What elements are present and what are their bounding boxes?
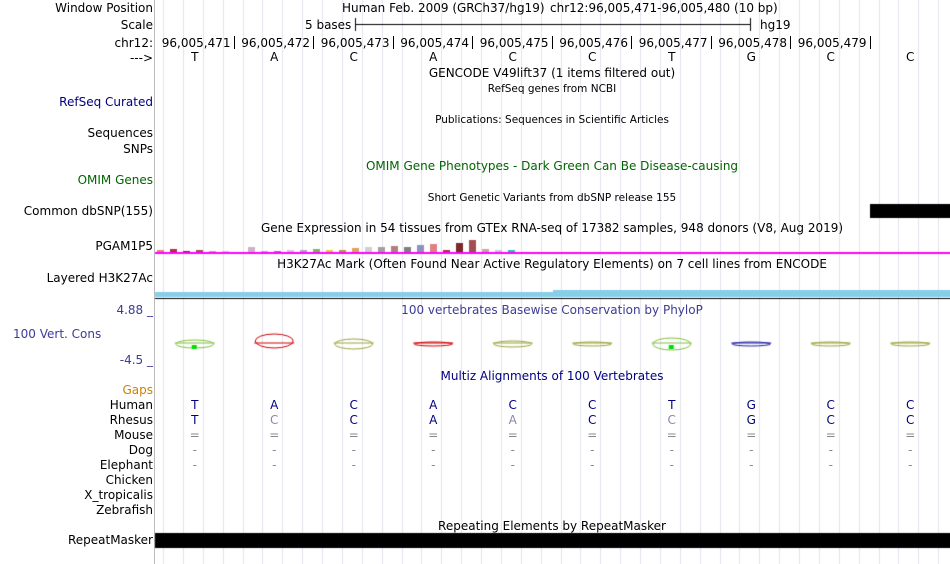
alignment-base: - bbox=[192, 443, 197, 457]
alignment-base: - bbox=[351, 443, 356, 457]
alignment-base: A bbox=[429, 398, 438, 412]
alignment-base: C bbox=[349, 398, 358, 412]
alignment-base: = bbox=[269, 428, 280, 442]
alignment-base: C bbox=[588, 413, 597, 427]
alignment-base: A bbox=[270, 398, 279, 412]
alignment-base: C bbox=[667, 413, 676, 427]
alignment-base: G bbox=[746, 413, 756, 427]
alignment-base: - bbox=[828, 443, 833, 457]
alignment-base: - bbox=[431, 443, 436, 457]
alignment-base: - bbox=[669, 458, 674, 472]
alignment-base: = bbox=[587, 428, 598, 442]
alignment-base: C bbox=[588, 398, 597, 412]
alignment-base: C bbox=[508, 398, 517, 412]
alignment-base: - bbox=[351, 458, 356, 472]
alignment-base: = bbox=[746, 428, 757, 442]
alignment-base: - bbox=[590, 443, 595, 457]
alignment-base: A bbox=[429, 413, 438, 427]
alignment-base: C bbox=[826, 398, 835, 412]
alignment-base: = bbox=[905, 428, 916, 442]
alignment-base: - bbox=[828, 458, 833, 472]
alignment-base: - bbox=[431, 458, 436, 472]
alignment-base: = bbox=[825, 428, 836, 442]
alignment-base: C bbox=[826, 413, 835, 427]
alignment-base: C bbox=[270, 413, 279, 427]
alignment-base: - bbox=[510, 443, 515, 457]
alignment-base: C bbox=[906, 413, 915, 427]
alignment-base: C bbox=[349, 413, 358, 427]
alignment-base: = bbox=[189, 428, 200, 442]
alignment-base: T bbox=[668, 398, 676, 412]
alignment-base: - bbox=[669, 443, 674, 457]
alignment-base: - bbox=[272, 443, 277, 457]
alignment-base: - bbox=[590, 458, 595, 472]
alignment-base: - bbox=[749, 458, 754, 472]
alignment-base: - bbox=[272, 458, 277, 472]
alignment-base: A bbox=[508, 413, 517, 427]
alignment-base: - bbox=[510, 458, 515, 472]
alignment-base: = bbox=[666, 428, 677, 442]
alignment-base: - bbox=[908, 443, 913, 457]
alignment-base: T bbox=[191, 413, 199, 427]
alignment-base: T bbox=[191, 398, 199, 412]
alignment-base: - bbox=[908, 458, 913, 472]
alignment-base: = bbox=[348, 428, 359, 442]
alignment-base: = bbox=[428, 428, 439, 442]
alignment-base: G bbox=[746, 398, 756, 412]
alignment-base: C bbox=[906, 398, 915, 412]
alignment-base: - bbox=[749, 443, 754, 457]
alignment-base: - bbox=[192, 458, 197, 472]
dbsnp-variant-block[interactable] bbox=[870, 204, 950, 218]
alignment-base: = bbox=[507, 428, 518, 442]
